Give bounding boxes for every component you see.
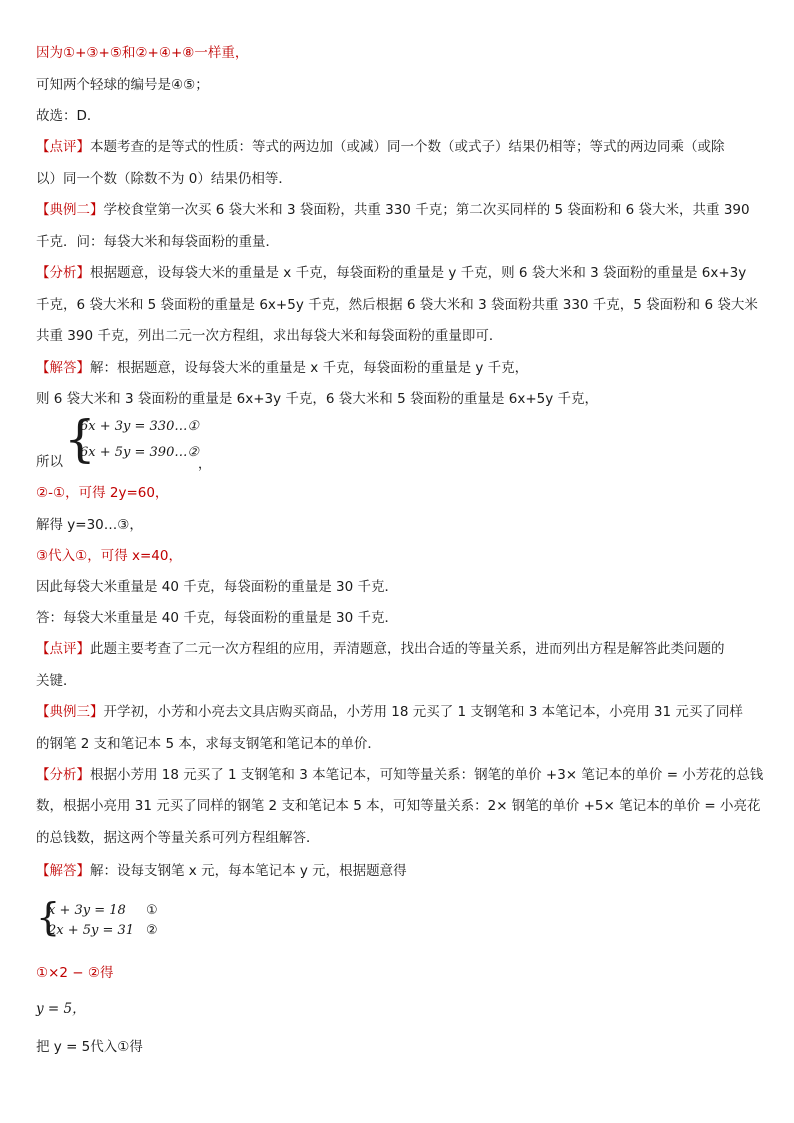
comment-line-2 xyxy=(36,640,725,658)
text-line-3: 故选：D． xyxy=(36,108,101,124)
system-2-equation-1: x + 3y = 18 xyxy=(48,903,126,918)
solution-tag-2: 【解答】 xyxy=(36,863,90,879)
example-two-tag: 【典例二】 xyxy=(36,202,104,218)
comment-tag: 【点评】 xyxy=(36,139,90,155)
text-line-2: 可知两个轻球的编号是④⑤； xyxy=(36,77,209,93)
comment-line xyxy=(36,138,725,156)
text-line-12: 则 6 袋大米和 3 袋面粉的重量是 6x+3y 千克，6 袋大米和 5 袋面粉的重量是 6x+5y 千克， xyxy=(36,391,598,407)
system-1-equation-1: 6x + 3y = 330…① xyxy=(80,419,199,434)
comment-text-2: 此题主要考查了二元一次方程组的应用，弄清题意，找出合适的等量关系，进而列出方程是解答此类问题的 xyxy=(90,641,725,657)
example-three-text: 开学初，小芳和小亮去文具店购买商品，小芳用 18 元买了 1 支钢笔和 3 本笔记本，小亮用 31 元买了同样 xyxy=(103,704,743,720)
solution-line xyxy=(36,359,528,377)
example-three-tag: 【典例三】 xyxy=(36,704,104,720)
brace-icon-2: { xyxy=(36,895,61,939)
example-two-line xyxy=(36,201,750,219)
text-line-28: 把 y = 5代入①得 xyxy=(36,1039,143,1055)
system-2-mark-2: ② xyxy=(146,923,158,938)
text-line-26: ①×2 − ②得 xyxy=(36,965,114,981)
analysis-line-2 xyxy=(36,766,763,784)
text-line-13: ②-①，可得 2y=60， xyxy=(36,485,169,501)
text-line-21: 的钢笔 2 支和笔记本 5 本，求每支钢笔和笔记本的单价． xyxy=(36,736,381,752)
text-line-15: ③代入①，可得 x=40， xyxy=(36,548,182,564)
text-line-23: 数，根据小亮用 31 元买了同样的钢笔 2 支和笔记本 5 本，可知等量关系：2× 钢笔的单价 +5× 笔记本的单价 = 小亮花 xyxy=(36,798,761,814)
comment-tag-2: 【点评】 xyxy=(36,641,90,657)
brace-icon: { xyxy=(64,410,96,468)
analysis-text-2: 根据小芳用 18 元买了 1 支钢笔和 3 本笔记本，可知等量关系：钢笔的单价 +3× 笔记本的单价 = 小芳花的总钱 xyxy=(90,767,764,783)
system-prefix: 所以 xyxy=(36,454,63,470)
text-line-19: 关键． xyxy=(36,673,77,689)
solution-tag: 【解答】 xyxy=(36,360,90,376)
system-suffix: ， xyxy=(198,457,212,472)
text-line-14: 解得 y=30…③， xyxy=(36,517,143,533)
example-three-line xyxy=(36,703,743,721)
system-1-equation-2: 6x + 5y = 390…② xyxy=(80,445,199,460)
text-line-9: 千克，6 袋大米和 5 袋面粉的重量是 6x+5y 千克，然后根据 6 袋大米和 3 袋面粉共重 330 千克，5 袋面粉和 6 袋大米 xyxy=(36,297,758,313)
text-line-24: 的总钱数，据这两个等量关系可列方程组解答． xyxy=(36,830,320,846)
comment-text: 本题考查的是等式的性质：等式的两边加（或减）同一个数（或式子）结果仍相等；等式的两边同乘（或除 xyxy=(90,139,725,155)
text-line-27: y = 5， xyxy=(36,1001,86,1017)
solution-text-2: 解：设每支钢笔 x 元，每本笔记本 y 元，根据题意得 xyxy=(90,863,407,879)
analysis-text: 根据题意，设每袋大米的重量是 x 千克，每袋面粉的重量是 y 千克，则 6 袋大米和 3 袋面粉的重量是 6x+3y xyxy=(90,265,747,281)
text-line-1: 因为①+③+⑤和②+④+⑧一样重， xyxy=(36,45,249,61)
analysis-line xyxy=(36,264,746,282)
analysis-tag: 【分析】 xyxy=(36,265,90,281)
text-line-7: 千克．问：每袋大米和每袋面粉的重量． xyxy=(36,234,279,250)
analysis-tag-2: 【分析】 xyxy=(36,767,90,783)
solution-line-2 xyxy=(36,862,407,880)
system-2-equation-2: 2x + 5y = 31 xyxy=(48,923,135,938)
text-line-10: 共重 390 千克，列出二元一次方程组，求出每袋大米和每袋面粉的重量即可． xyxy=(36,328,503,344)
solution-text: 解：根据题意，设每袋大米的重量是 x 千克，每袋面粉的重量是 y 千克， xyxy=(90,360,529,376)
text-line-16: 因此每袋大米重量是 40 千克，每袋面粉的重量是 30 千克． xyxy=(36,579,399,595)
text-line-5: 以）同一个数（除数不为 0）结果仍相等． xyxy=(36,171,292,187)
example-two-text: 学校食堂第一次买 6 袋大米和 3 袋面粉，共重 330 千克；第二次买同样的 5 袋面粉和 6 袋大米，共重 390 xyxy=(103,202,750,218)
text-line-17: 答：每袋大米重量是 40 千克，每袋面粉的重量是 30 千克． xyxy=(36,610,399,626)
system-2-mark-1: ① xyxy=(146,903,158,918)
